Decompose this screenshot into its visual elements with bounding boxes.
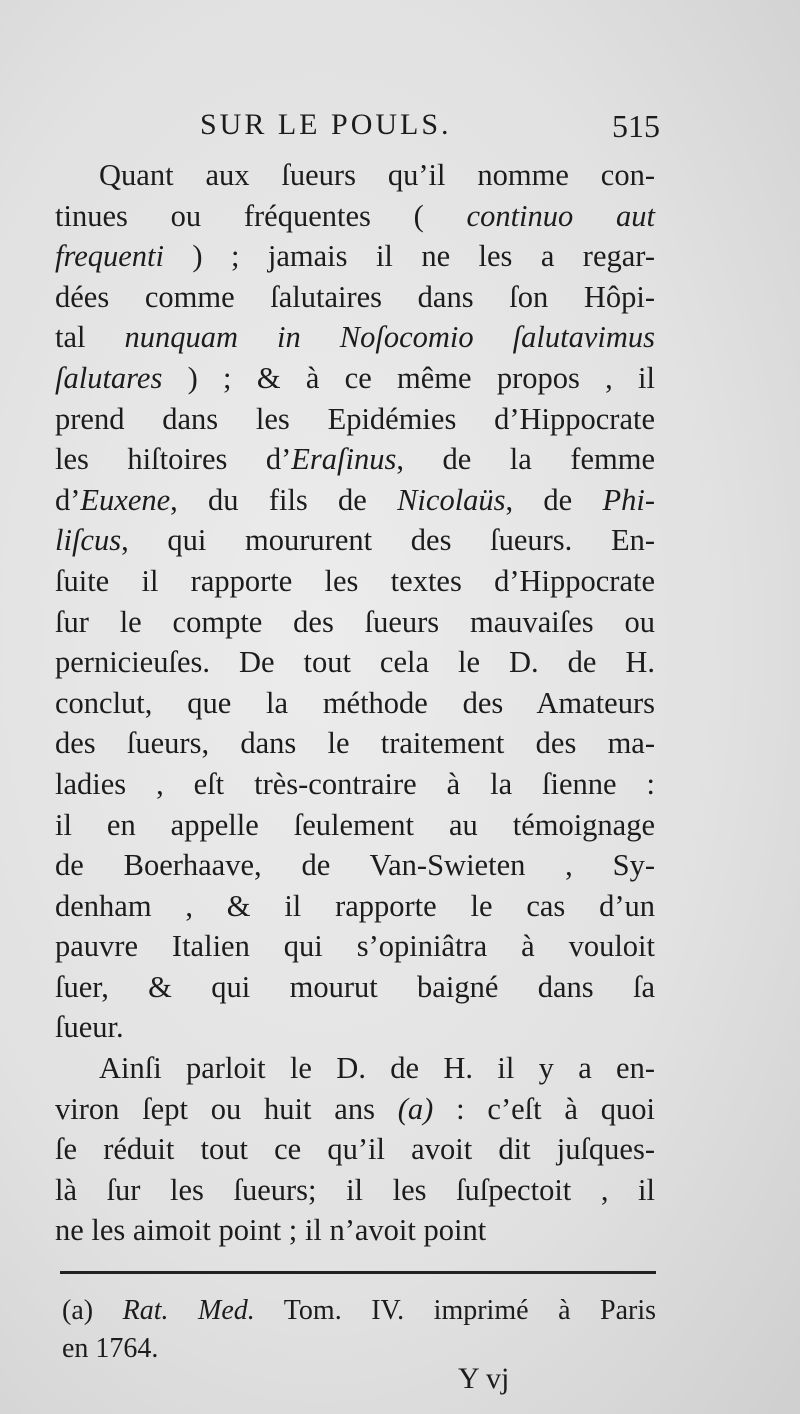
text-run: Tom. IV. imprimé à Paris	[254, 1295, 657, 1326]
text-run: ne les aimoit point ; il n’avoit point	[55, 1213, 487, 1248]
text-line	[55, 520, 655, 561]
text-run: d’	[55, 482, 81, 517]
text-run: denham , & il rapporte le cas d’un	[55, 888, 655, 923]
text-line	[55, 723, 655, 764]
paragraph-2	[55, 1048, 655, 1251]
text-line	[55, 480, 655, 521]
text-run: Quant aux ſueurs qu’il nomme con-	[99, 158, 655, 192]
text-run: là ſur les ſueurs; il les ſuſpectoit , il	[55, 1172, 655, 1207]
text-run: ſuite il rapporte les textes d’Hippocrate	[55, 563, 655, 598]
footnote-rule	[60, 1271, 656, 1274]
text-line	[55, 602, 655, 643]
text-line	[55, 845, 655, 886]
text-line	[55, 1210, 655, 1251]
text-line	[55, 196, 655, 237]
text-line	[55, 561, 655, 602]
text-line	[55, 1170, 655, 1211]
text-line	[55, 642, 655, 683]
text-line	[55, 764, 655, 805]
text-run: : c’eſt à quoi	[433, 1091, 655, 1126]
text-run: ſur le compte des ſueurs mauvaiſes ou	[55, 604, 655, 639]
text-run: ſe réduit tout ce qu’il avoit dit juſques-	[55, 1132, 655, 1167]
text-run: il en appelle ſeulement au témoignage	[55, 807, 655, 842]
text-run: Ainſi parloit le D. de H. il y a en-	[99, 1051, 655, 1086]
running-head-title: SUR LE POULS.	[200, 108, 452, 141]
text-line	[62, 1330, 656, 1368]
text-run: ſuer, & qui mourut baigné dans ſa	[55, 969, 655, 1004]
footnote	[62, 1292, 656, 1368]
text-run: tinues ou fréquentes (	[55, 198, 467, 233]
text-line	[55, 155, 655, 196]
italic-text: Euxene	[80, 482, 171, 517]
text-run: des ſueurs, dans le traitement des ma-	[55, 726, 655, 761]
text-run: ladies , eſt très-contraire à la ſienne :	[55, 766, 655, 801]
text-line	[55, 886, 655, 927]
text-run: , qui moururent des ſueurs. En-	[121, 523, 655, 558]
text-run: tal	[55, 320, 125, 355]
italic-text: (a)	[397, 1091, 434, 1126]
text-line	[55, 926, 655, 967]
italic-text: Eraſinus	[291, 442, 397, 477]
text-line	[55, 277, 655, 318]
text-run: prend dans les Epidémies d’Hippocrate	[55, 401, 655, 436]
text-line	[55, 967, 655, 1008]
text-run: pauvre Italien qui s’opiniâtra à vouloit	[55, 929, 655, 964]
body-text	[55, 155, 655, 1251]
text-line	[55, 805, 655, 846]
text-run: ſueur.	[55, 1010, 124, 1045]
text-run: ) ; & à ce même propos , il	[162, 360, 655, 395]
text-line	[55, 683, 655, 724]
text-run: dées comme ſalutaires dans ſon Hôpi-	[55, 279, 655, 314]
running-head	[200, 108, 660, 148]
italic-text: Phi-	[602, 482, 655, 517]
italic-text: frequenti	[55, 239, 164, 274]
text-line	[55, 399, 655, 440]
text-line	[55, 236, 655, 277]
text-run: conclut, que la méthode des Amateurs	[55, 685, 655, 720]
italic-text: continuo aut	[466, 198, 655, 233]
italic-text: Rat. Med.	[122, 1295, 255, 1326]
text-run: , de	[505, 482, 603, 517]
text-line	[55, 1048, 655, 1089]
text-run: les hiſtoires d’	[55, 442, 292, 477]
text-run: (a)	[62, 1295, 123, 1326]
text-line	[55, 439, 655, 480]
text-run: en 1764.	[62, 1333, 159, 1364]
text-line	[55, 317, 655, 358]
italic-text: ſalutares	[55, 360, 163, 395]
italic-text: Nicolaüs	[397, 482, 506, 517]
signature-mark: Y vj	[458, 1362, 510, 1395]
page-number: 515	[612, 108, 660, 144]
text-line	[55, 1129, 655, 1170]
text-run: ) ; jamais il ne les a regar-	[163, 239, 655, 274]
text-line	[55, 1089, 655, 1130]
text-run: , de la femme	[396, 442, 655, 477]
paragraph-1	[55, 155, 655, 1048]
text-run: viron ſept ou huit ans	[55, 1091, 398, 1126]
italic-text: nunquam in Noſocomio ſalutavimus	[124, 320, 655, 355]
text-run: , du fils de	[170, 482, 398, 517]
text-run: pernicieuſes. De tout cela le D. de H.	[55, 645, 655, 680]
italic-text: liſcus	[55, 523, 122, 558]
text-run: de Boerhaave, de Van-Swieten , Sy-	[55, 848, 655, 883]
text-line	[62, 1292, 656, 1330]
text-line	[55, 358, 655, 399]
text-line	[55, 1007, 655, 1048]
